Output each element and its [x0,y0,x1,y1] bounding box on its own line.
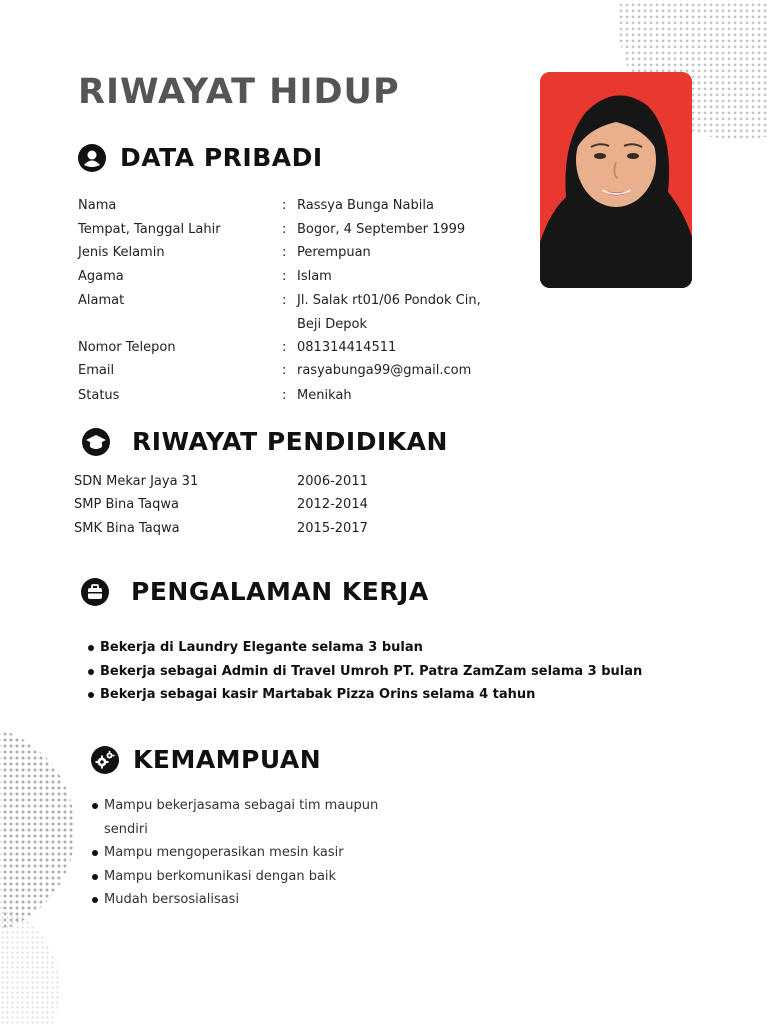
section-data-pribadi [78,143,323,172]
info-colon: : [282,388,287,403]
info-label: Agama [78,269,124,284]
info-row-email [78,359,538,383]
info-row-agama [78,265,538,289]
info-label: Tempat, Tanggal Lahir [78,222,221,237]
bullet-icon [88,669,94,675]
info-label: Nomor Telepon [78,340,176,355]
section-riwayat-pendidikan [82,427,448,456]
section-heading: KEMAMPUAN [133,745,322,774]
school-years: 2012-2014 [297,497,368,512]
info-value: Menikah [297,388,352,403]
info-colon: : [282,340,287,355]
school-name: SMP Bina Taqwa [74,497,179,512]
alamat-line-2: Beji Depok [297,316,368,332]
user-icon [78,144,106,172]
list-item: Mudah bersosialisasi [90,888,410,912]
info-row-telepon [78,336,538,360]
section-heading: PENGALAMAN KERJA [131,577,429,606]
school-years: 2006-2011 [297,474,368,489]
section-heading: RIWAYAT PENDIDIKAN [132,427,448,456]
info-label: Email [78,363,115,378]
info-label: Jenis Kelamin [78,245,165,260]
info-row-status [78,384,538,408]
section-kemampuan [91,745,321,774]
skills-list [90,794,410,912]
info-label: Status [78,388,120,403]
list-item: Bekerja sebagai Admin di Travel Umroh PT. Patra ZamZam selama 3 bulan [86,660,642,684]
graduation-cap-icon [82,428,110,456]
list-item: Bekerja sebagai kasir Martabak Pizza Orins selama 4 tahun [86,683,642,707]
info-label: Alamat [78,293,125,308]
bullet-icon [88,692,94,698]
info-row-alamat [78,289,538,336]
info-value: Rassya Bunga Nabila [297,198,434,213]
info-row-ttl [78,218,538,242]
info-colon: : [282,293,287,308]
info-colon: : [282,363,287,378]
section-heading: DATA PRIBADI [120,143,323,172]
list-item: Mampu bekerjasama sebagai tim maupun sendiri [90,794,410,841]
info-row-nama [78,194,538,218]
profile-photo [540,72,692,288]
page-title: RIWAYAT HIDUP [78,72,400,112]
info-value [297,289,537,336]
info-row-jenis-kelamin [78,241,538,265]
bullet-icon [92,803,98,809]
dot-pattern-bottom-left [0,725,80,1024]
list-item: Bekerja di Laundry Elegante selama 3 bulan [86,636,642,660]
school-years: 2015-2017 [297,521,368,536]
info-value: 081314414511 [297,340,397,355]
work-experience-list [86,636,642,707]
education-row [74,493,368,517]
bullet-icon [92,897,98,903]
info-value: Perempuan [297,245,371,260]
bullet-icon [92,850,98,856]
gears-icon [91,746,119,774]
info-label: Nama [78,198,117,213]
info-colon: : [282,269,287,284]
info-colon: : [282,245,287,260]
info-value: rasyabunga99@gmail.com [297,363,472,378]
info-value: Islam [297,269,332,284]
school-name: SMK Bina Taqwa [74,521,180,536]
education-row [74,517,368,541]
info-colon: : [282,198,287,213]
info-colon: : [282,222,287,237]
education-row [74,470,368,494]
briefcase-icon [81,578,109,606]
bullet-icon [92,874,98,880]
section-pengalaman-kerja [81,577,429,606]
list-item: Mampu berkomunikasi dengan baik [90,865,410,889]
info-value: Bogor, 4 September 1999 [297,222,466,237]
list-item: Mampu mengoperasikan mesin kasir [90,841,410,865]
bullet-icon [88,645,94,651]
school-name: SDN Mekar Jaya 31 [74,474,199,489]
alamat-line-1: Jl. Salak rt01/06 Pondok Cin, [297,293,481,308]
